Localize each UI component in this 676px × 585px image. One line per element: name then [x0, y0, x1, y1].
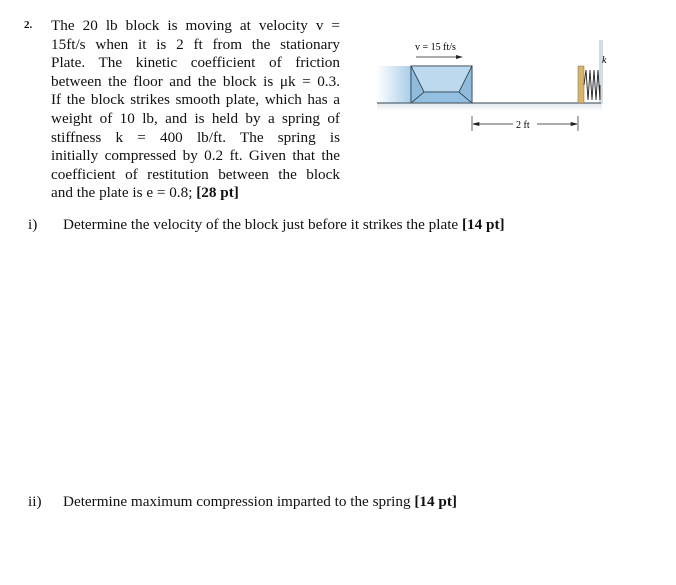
question-points: [14 pt]	[414, 493, 457, 510]
problem-number: 2.	[24, 19, 33, 31]
floor-shade	[377, 103, 602, 111]
problem-line: between the floor and the block is μk = 0.3.	[51, 72, 340, 90]
problem-line: stiffness k = 400 lb/ft. The spring is	[51, 128, 340, 146]
velocity-label: v = 15 ft/s	[415, 42, 456, 53]
question-ii	[28, 493, 457, 511]
motion-blur	[377, 66, 411, 103]
question-points: [14 pt]	[461, 216, 505, 233]
problem-line: The 20 lb block is moving at velocity v =	[51, 17, 340, 34]
problem-line: weight of 10 lb, and is held by a spring of	[51, 109, 340, 127]
distance-label: 2 ft	[516, 120, 530, 131]
spring-label: k	[602, 55, 607, 66]
question-label: i)	[28, 216, 38, 233]
question-text: Determine the velocity of the block just before it strikes the plate	[63, 216, 462, 233]
problem-line: coefficient of restitution between the block	[51, 165, 340, 183]
question-i	[28, 216, 505, 234]
problem-line-text: and the plate is e = 0.8;	[51, 184, 197, 202]
problem-line	[51, 184, 340, 203]
block-spring-diagram	[370, 30, 610, 135]
problem-line: If the block strikes smooth plate, which has a	[51, 91, 340, 109]
problem-line: initially compressed by 0.2 ft. Given that the	[51, 147, 340, 165]
question-label: ii)	[28, 493, 42, 510]
problem-line: 15ft/s when it is 2 ft from the stationary	[51, 35, 340, 53]
question-text: Determine maximum compression imparted to the spring	[63, 493, 415, 510]
problem-line: Plate. The kinetic coefficient of friction	[51, 54, 340, 72]
plate	[578, 66, 584, 103]
problem-points: [28 pt]	[196, 184, 239, 202]
spring-icon	[584, 70, 600, 100]
velocity-arrow-icon	[416, 55, 463, 59]
problem-statement	[51, 17, 340, 203]
block	[411, 66, 472, 103]
